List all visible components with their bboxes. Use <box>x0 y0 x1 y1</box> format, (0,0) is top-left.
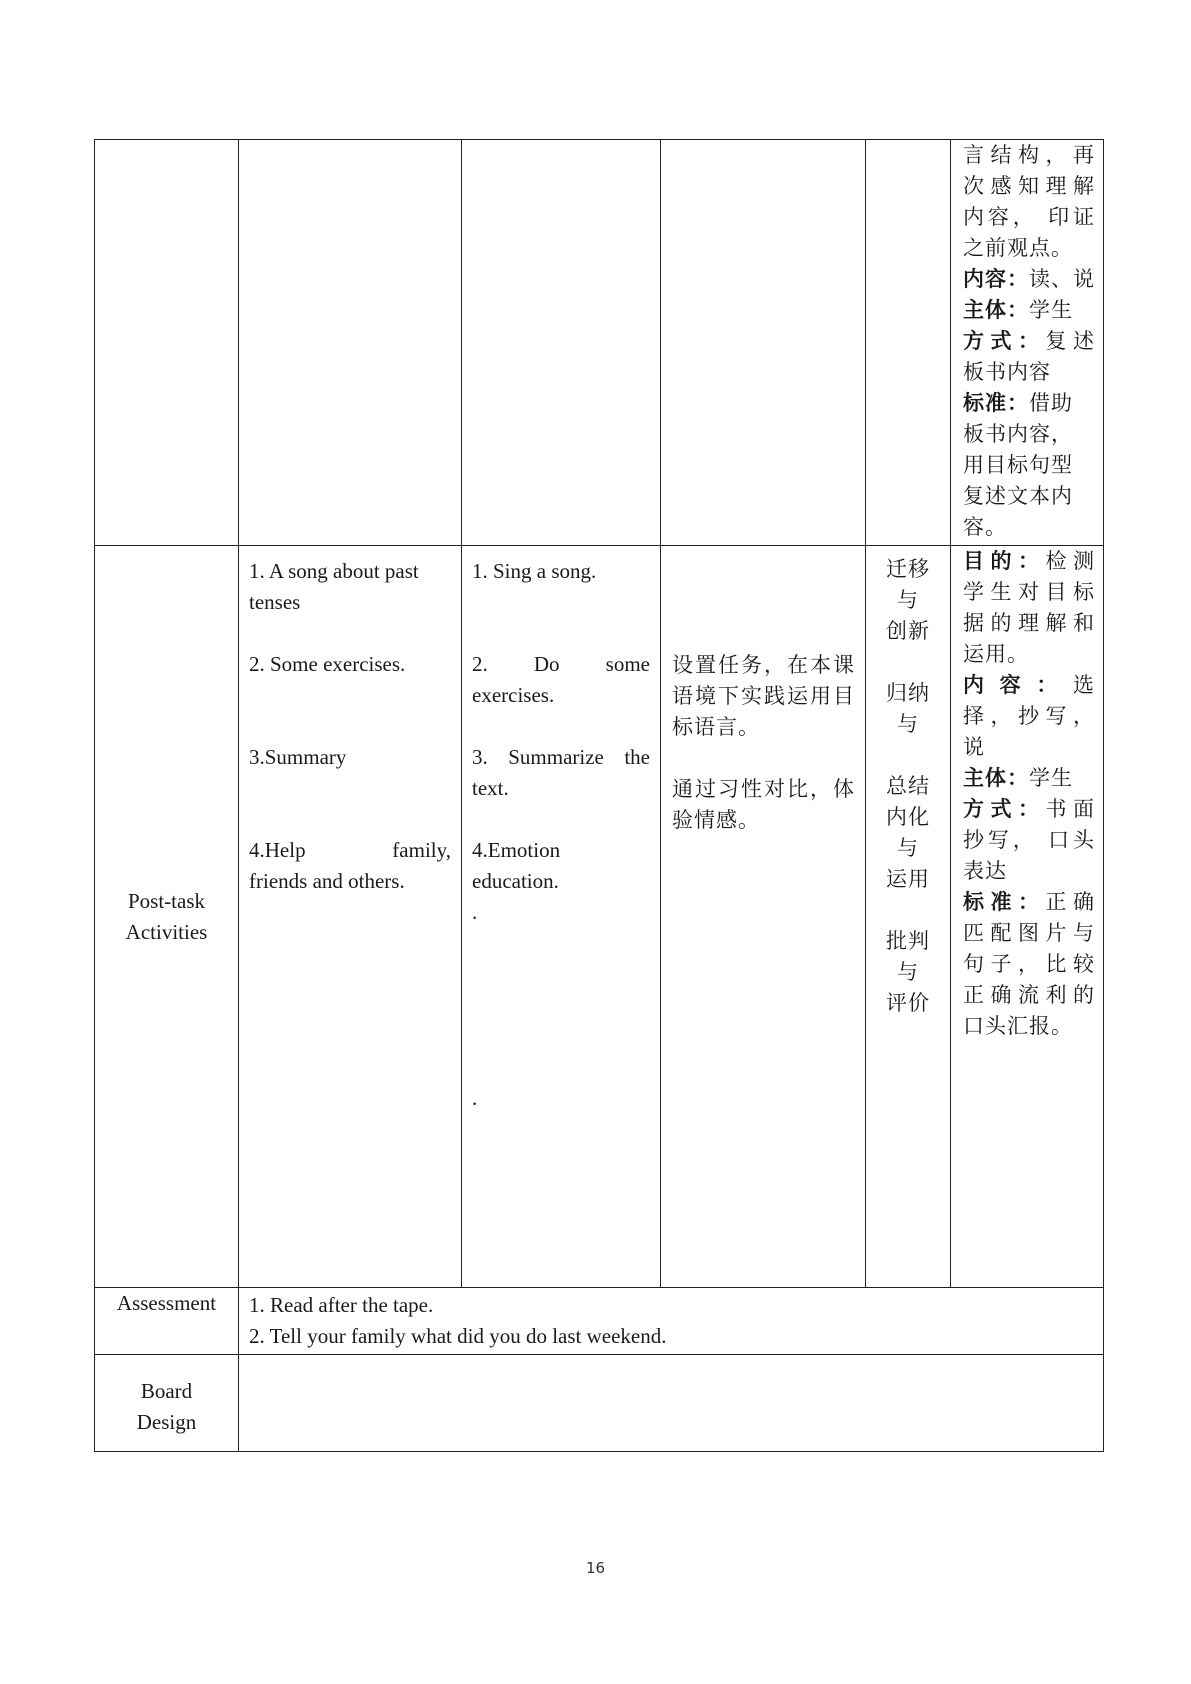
cell-empty <box>239 140 462 546</box>
goal-line <box>963 546 1095 577</box>
stage-label-line1: Post-task <box>127 888 205 913</box>
level-text: 与 <box>897 712 919 736</box>
activity-item-3-cont: text. <box>472 776 509 800</box>
text-line: 说 <box>963 735 985 759</box>
text-line: 表达 <box>963 859 1007 883</box>
method-label: 方式： <box>963 329 1046 353</box>
content-line <box>963 264 1095 295</box>
text-line: 板书内容， <box>963 422 1073 446</box>
method-label: 方式： <box>963 797 1046 821</box>
level-text: 内化 <box>886 805 930 829</box>
activity-item-3: 3. Summarize the <box>472 745 650 769</box>
content-label: 内容： <box>963 267 1029 291</box>
subject-label: 主体： <box>963 298 1029 322</box>
subject-value: 学生 <box>1029 298 1073 322</box>
activity-item-4-cont: education. <box>472 869 559 893</box>
standard-label: 标准： <box>963 391 1029 415</box>
board-design-label <box>95 1355 239 1452</box>
thinking-level-cell <box>866 546 951 1288</box>
level-text: 批判 <box>886 929 930 953</box>
stage-label-line2: Activities <box>125 919 208 944</box>
subject-label: 主体： <box>963 766 1029 790</box>
text-line: 匹配图片与 <box>963 921 1095 945</box>
level-text: 运用 <box>886 867 930 891</box>
standard-line <box>963 388 1095 419</box>
text-line: 抄写， 口头 <box>963 828 1095 852</box>
text-line: 言结构，再 <box>963 143 1095 167</box>
content-item-4: 4.Help family, <box>249 838 451 862</box>
activity-item-2-cont: exercises. <box>472 683 555 707</box>
cell-empty <box>95 140 239 546</box>
text-line: 之前观点。 <box>963 236 1073 260</box>
content-item-3: 3.Summary <box>249 745 347 769</box>
dot: . <box>472 1086 478 1110</box>
standard-value: 借助 <box>1029 391 1073 415</box>
purpose-cell <box>661 546 866 1288</box>
table-row-post-task <box>95 546 1104 1288</box>
text-line: 内容， 印证 <box>963 205 1095 229</box>
activities-cell <box>462 546 661 1288</box>
table-row-assessment <box>95 1288 1104 1355</box>
content-value: 选 <box>1073 673 1095 697</box>
method-line <box>963 326 1095 357</box>
board-label-line1: Board <box>140 1379 193 1403</box>
level-text: 与 <box>897 836 919 860</box>
table-row-board-design <box>95 1355 1104 1452</box>
method-line <box>963 794 1095 825</box>
purpose-text-2: 通过习性对比，体验情感。 <box>672 777 855 832</box>
board-label-line2: Design <box>136 1410 197 1434</box>
subject-value: 学生 <box>1029 766 1073 790</box>
text-line: 用目标句型 <box>963 453 1073 477</box>
evaluation-cell <box>951 546 1104 1288</box>
level-text: 总结 <box>886 774 930 798</box>
level-text: 归纳 <box>886 681 930 705</box>
content-item-4-cont: friends and others. <box>249 869 405 893</box>
level-text: 与 <box>897 960 919 984</box>
text-line: 容。 <box>963 515 1007 539</box>
activity-item-4: 4.Emotion <box>472 838 561 862</box>
cell-empty <box>462 140 661 546</box>
content-item-1-cont: tenses <box>249 590 301 614</box>
standard-value: 正确 <box>1045 890 1095 914</box>
goal-value: 检测 <box>1045 549 1095 573</box>
page-number: 16 <box>585 1559 606 1577</box>
cell-empty <box>661 140 866 546</box>
content-item-1: 1. A song about past <box>249 559 419 583</box>
assessment-item-1: 1. Read after the tape. <box>249 1293 434 1317</box>
level-text: 迁移 <box>886 557 930 581</box>
content-label: 内容： <box>963 673 1073 697</box>
level-text: 创新 <box>886 619 930 643</box>
activity-item-2: 2. Do some <box>472 652 650 676</box>
subject-line <box>963 763 1095 794</box>
content-item-2: 2. Some exercises. <box>249 652 406 676</box>
table-row-continuation <box>95 140 1104 546</box>
text-line: 择，抄写， <box>963 704 1095 728</box>
content-value: 读、说 <box>1029 267 1095 291</box>
cell-empty <box>866 140 951 546</box>
text-line: 正确流利的 <box>963 983 1095 1007</box>
goal-label: 目的： <box>963 549 1046 573</box>
standard-line <box>963 887 1095 918</box>
text-line: 板书内容 <box>963 360 1051 384</box>
level-text: 与 <box>897 588 919 612</box>
cell-evaluation-continued <box>951 140 1104 546</box>
text-line: 次感知理解 <box>963 174 1095 198</box>
purpose-text-1: 设置任务，在本课语境下实践运用目标语言。 <box>672 653 855 739</box>
method-value: 复述 <box>1045 329 1095 353</box>
text-line: 运用。 <box>963 642 1029 666</box>
board-design-content <box>239 1355 1104 1452</box>
dot: . <box>472 900 478 924</box>
method-value: 书面 <box>1045 797 1095 821</box>
assessment-item-2: 2. Tell your family what did you do last weekend. <box>249 1324 667 1348</box>
activity-item-1: 1. Sing a song. <box>472 559 597 583</box>
text-line: 复述文本内 <box>963 484 1073 508</box>
text-line: 据的理解和 <box>963 611 1095 635</box>
standard-label: 标准： <box>963 890 1046 914</box>
content-cell <box>239 546 462 1288</box>
stage-cell <box>95 546 239 1288</box>
lesson-plan-table <box>94 139 1104 1452</box>
assessment-label: Assessment <box>95 1288 239 1355</box>
text-line: 句子，比较 <box>963 952 1095 976</box>
subject-line <box>963 295 1095 326</box>
text-line: 口头汇报。 <box>963 1014 1073 1038</box>
assessment-content <box>239 1288 1104 1355</box>
text-line: 学生对目标 <box>963 580 1095 604</box>
content-line <box>963 670 1095 701</box>
level-text: 评价 <box>886 991 930 1015</box>
